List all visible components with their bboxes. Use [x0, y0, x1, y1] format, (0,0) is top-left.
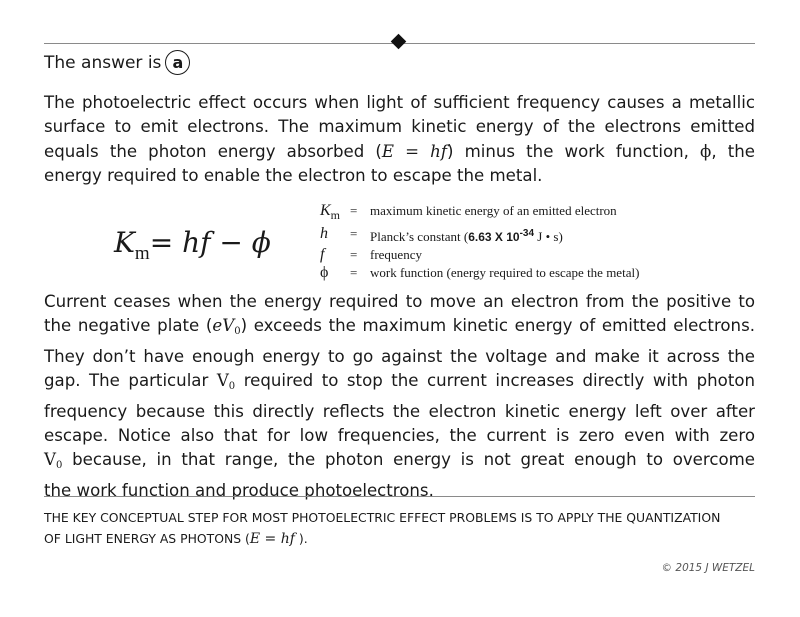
definition-symbol: f: [320, 246, 325, 263]
definition-text: frequency: [370, 247, 422, 262]
p1-line-3-text-2: ) minus the work function,: [446, 141, 701, 161]
definitions-list: [320, 202, 639, 281]
definition-row: [320, 264, 639, 282]
v0-symbol-2: V: [44, 450, 56, 470]
bottom-divider: [44, 496, 755, 497]
p2-line-2-text: the negative plate (: [44, 316, 213, 336]
definition-row: [320, 202, 639, 225]
key-line-2: [44, 528, 755, 550]
key-concept-note: [44, 507, 755, 550]
copyright: © 2015 J WETZEL: [661, 562, 755, 574]
p1-line-3-text: equals the photon energy absorbed (: [44, 141, 382, 161]
v0-symbol: V: [216, 371, 229, 391]
p2-line-2: [44, 314, 755, 344]
key-line-2-end: ).: [294, 531, 308, 546]
answer-choice-circle: a: [165, 50, 190, 75]
key-line-1: THE KEY CONCEPTUAL STEP FOR MOST PHOTOELECTRIC EFFECT PROBLEMS IS TO APPLY THE QUANTIZATION: [44, 510, 721, 525]
definition-symbol: ϕ: [320, 263, 329, 281]
answer-line: [44, 50, 190, 75]
planck-value: [468, 227, 535, 244]
p2-line-1: Current ceases when the energy required to move an electron from the positive to: [44, 292, 755, 311]
explanation-paragraph-2: [44, 290, 755, 503]
p2-line-7-text: because, in that range, the photon energy is not great enough to overcome: [62, 450, 755, 470]
def-km-symbol: K: [320, 202, 331, 219]
definition-symbol: h: [320, 224, 328, 242]
phi-symbol: ϕ: [700, 141, 712, 161]
definition-text: [370, 225, 563, 247]
ev-subscript: 0: [234, 326, 241, 338]
definition-equals: =: [350, 203, 358, 218]
key-equation: E = hf: [249, 531, 295, 547]
p2-line-3: They don’t have enough energy to go against the voltage and make it across the: [44, 346, 755, 366]
p2-line-2-text-2: ) exceeds the maximum kinetic energy of emitted electrons.: [240, 316, 755, 336]
definition-equals: =: [350, 264, 358, 280]
v0-subscript-2: 0: [55, 460, 63, 472]
kinetic-energy-equation: [114, 226, 271, 271]
p2-line-8: the work function and produce photoelectrons.: [44, 480, 434, 500]
equation-k: K: [114, 226, 135, 259]
p2-line-7: [44, 448, 755, 478]
divider-diamond-icon: [391, 34, 407, 50]
explanation-paragraph-1: [44, 91, 755, 189]
planck-exponent: -34: [519, 227, 535, 239]
definition-row: [320, 246, 639, 264]
planck-units: J • s): [534, 228, 563, 244]
equation-rhs: = hf − ϕ: [149, 226, 271, 259]
p1-line-2: surface to emit electrons. The maximum kinetic energy of the electrons emitted: [44, 117, 755, 137]
p2-line-4-text-2: required to stop the current increases directly with photon: [235, 371, 755, 391]
p2-line-6: escape. Notice also that for low frequencies, the current is zero even with zero: [44, 426, 755, 446]
p1-line-3-end: , the: [711, 141, 755, 161]
p2-line-5: frequency because this directly reflects the electron kinetic energy left over after: [44, 401, 755, 421]
definition-symbol: [320, 202, 350, 225]
planck-value-base: 6.63 X 10: [468, 229, 520, 244]
planck-text-pre: Planck’s constant (: [370, 228, 469, 244]
definition-equals: =: [350, 247, 358, 262]
p2-line-4-text: gap. The particular: [44, 371, 217, 391]
definition-equals: =: [350, 225, 358, 241]
p1-line-4: energy required to enable the electron to escape the metal.: [44, 166, 543, 186]
p2-line-4: [44, 369, 755, 399]
equation-k-sub: m: [134, 243, 150, 264]
p1-line-1: The photoelectric effect occurs when light of sufficient frequency causes a metallic: [44, 93, 755, 112]
v0-subscript: 0: [228, 381, 236, 393]
definition-row: [320, 225, 639, 247]
definition-text: maximum kinetic energy of an emitted electron: [370, 203, 617, 218]
ev-symbol: eV: [212, 316, 235, 336]
definition-text: work function (energy required to escape the metal): [370, 264, 640, 280]
def-km-sub: m: [330, 208, 341, 222]
p1-line-3: [44, 140, 755, 164]
key-line-2-text: OF LIGHT ENERGY AS PHOTONS (: [44, 531, 250, 546]
answer-label: The answer is: [44, 52, 162, 73]
photon-energy-equation: E = hf: [381, 141, 447, 161]
